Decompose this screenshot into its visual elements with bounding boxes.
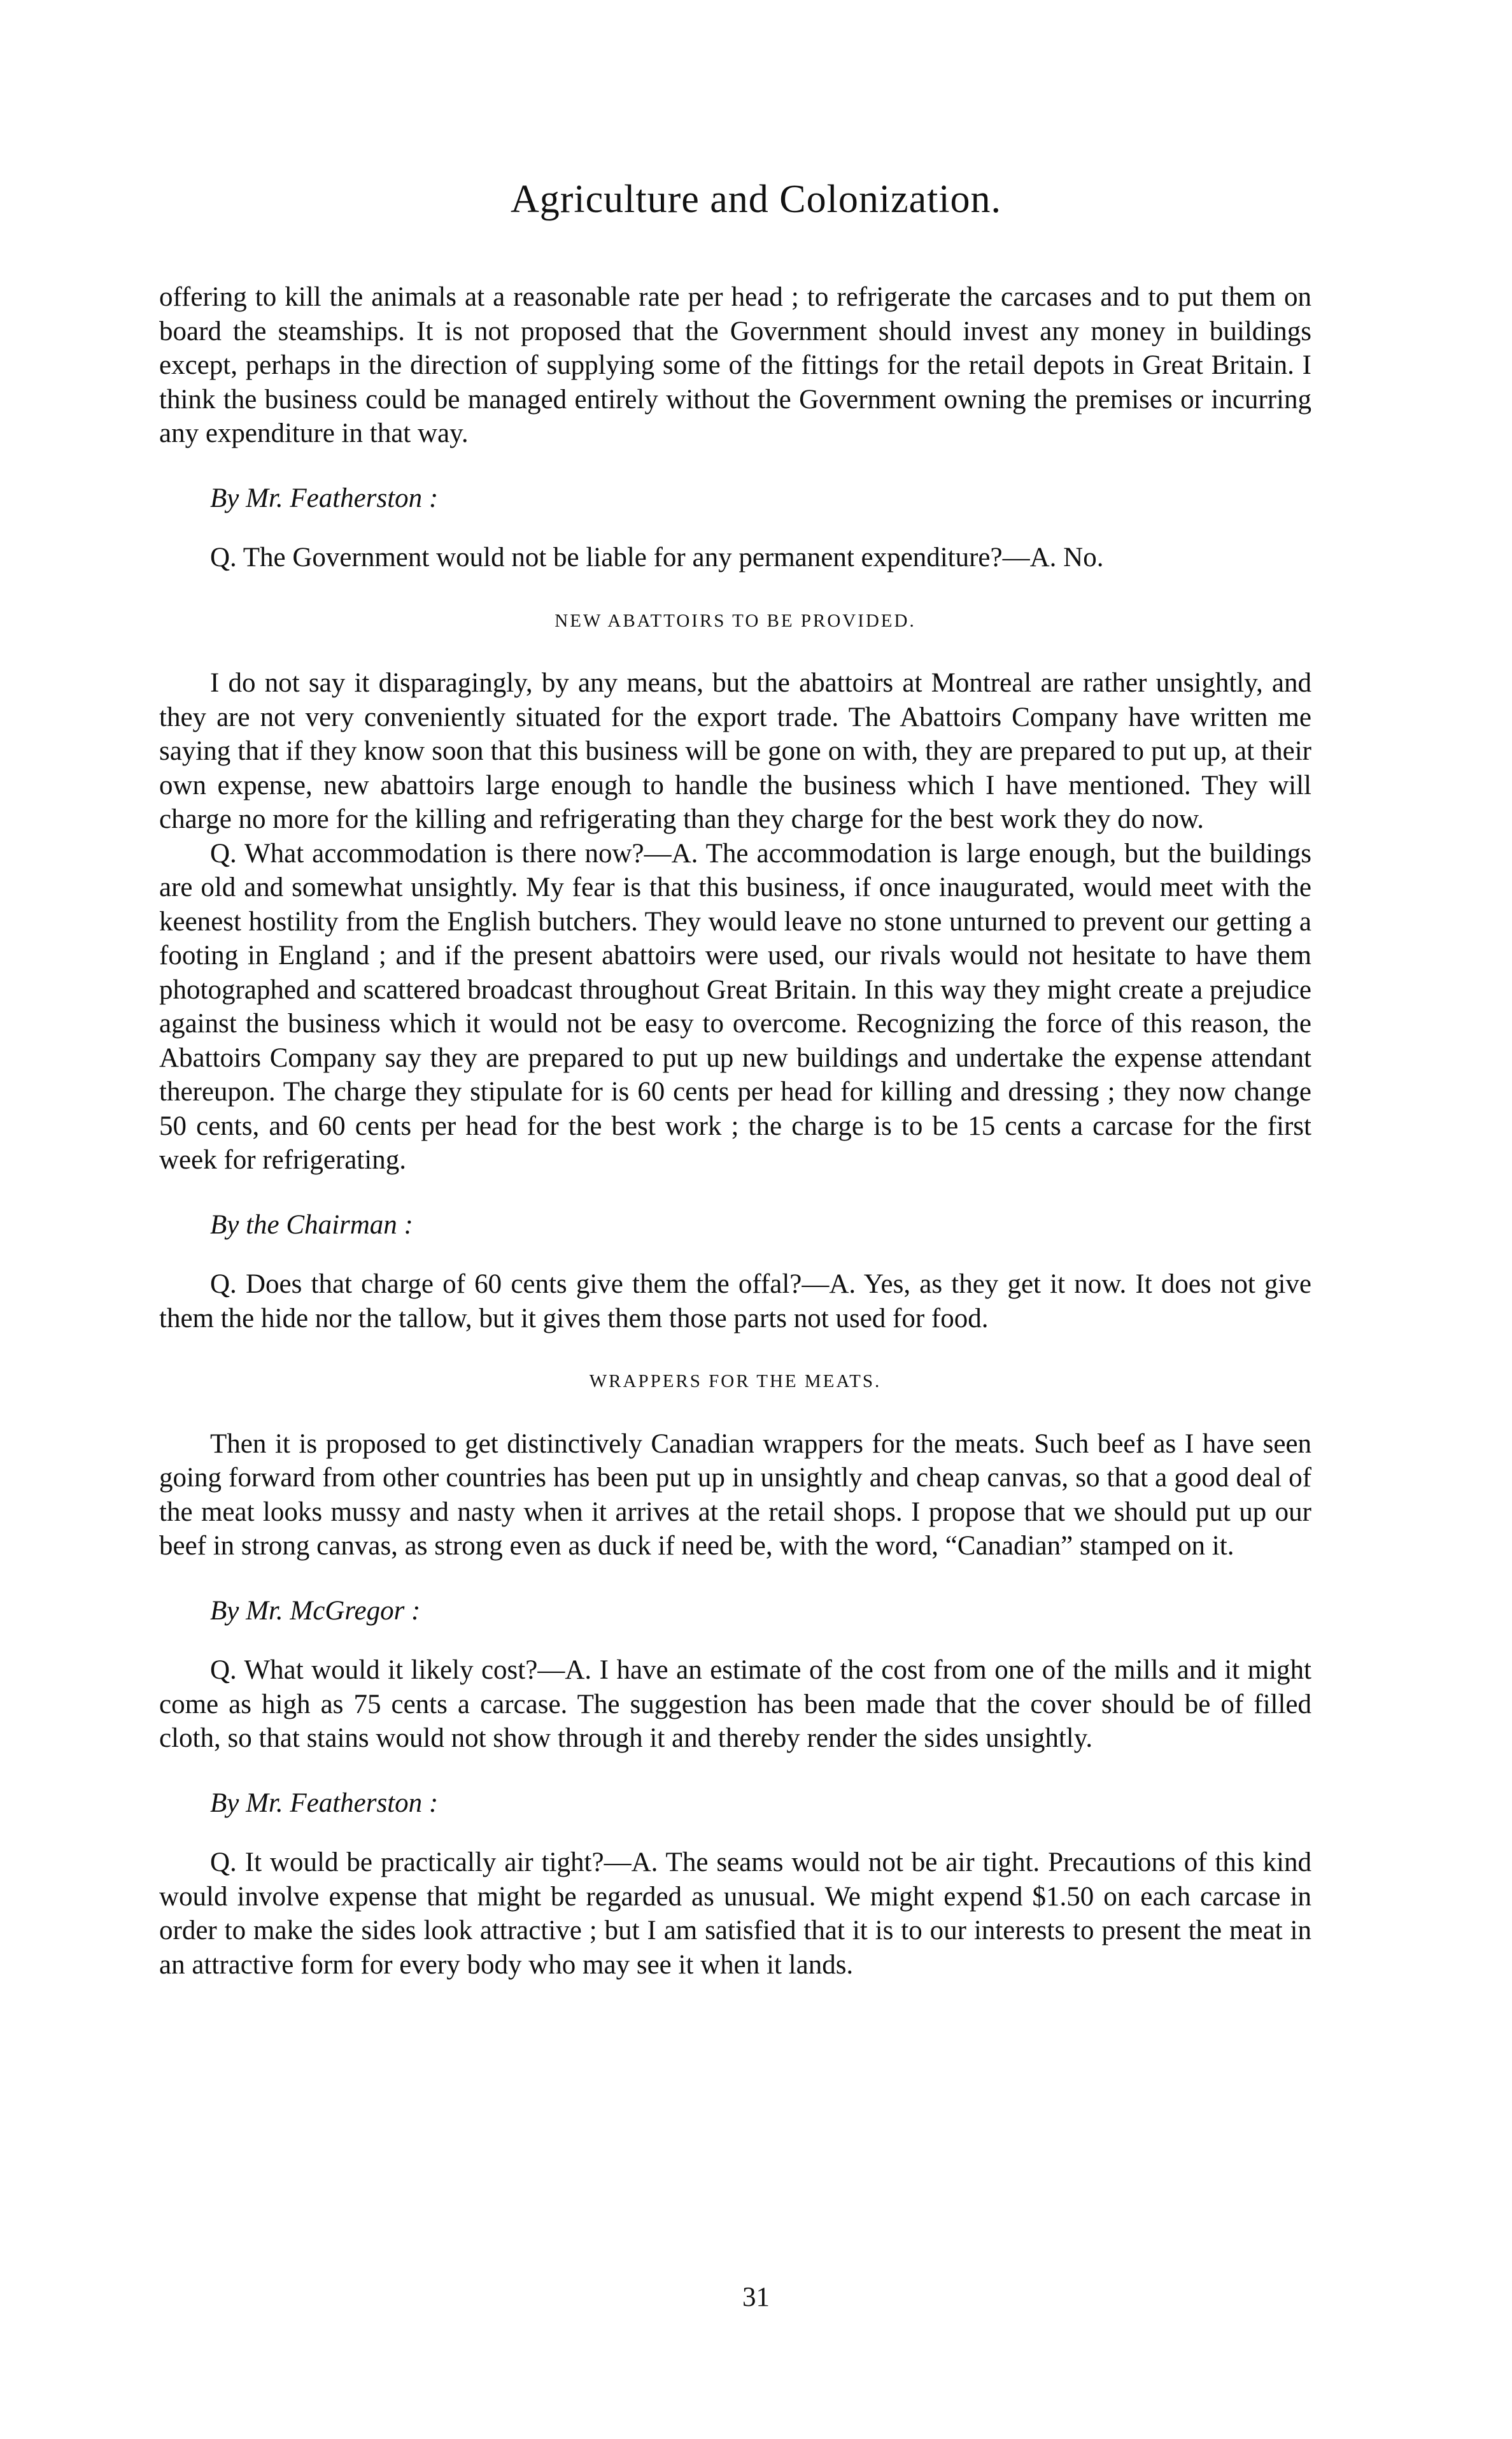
question-answer: Q. What accommodation is there now?—A. The accommodation is large enough, but the buildings are old and somewhat unsightly. My fear is that this business, if once inaugurated, would meet with the keenest hostility from the English butchers. They would leave no stone unturned to prevent our getting a footing in England ; and if the present abattoirs were used, our rivals would not hesitate to have them photographed and scattered broadcast throughout Great Britain. In this way they might create a prejudice against the business which it would not be easy to overcome. Recognizing the force of this reason, the Abattoirs Company say they are prepared to put up new buildings and undertake the expense attendant thereupon. The charge they stipulate for is 60 cents per head for killing and dressing ; they now change 50 cents, and 60 cents per head for the best work ; the charge is to be 15 cents a carcase for the first week for refrigerating. bbox=[159, 838, 1311, 1175]
speaker-label: By Mr. Featherston : bbox=[210, 483, 439, 513]
running-title: Agriculture and Colonization. bbox=[510, 178, 1002, 221]
question-answer: Q. It would be practically air tight?—A. The seams would not be air tight. Precautions of this kind would involve expense that might be regarded as unusual. We might expend $1.50 on each carcase in order to make the sides look attractive ; but I am satisfied that it is to our interests to present the meat in an attractive form for every body who may see it when it lands. bbox=[159, 1847, 1311, 1980]
paragraph: offering to kill the animals at a reasonable rate per head ; to refrigerate the carcases and to put them on board the steamships. It is not proposed that the Government should invest any money in buildings except, perhaps in the direction of supplying some of the fittings for the retail depots in Great Britain. I think the business could be managed entirely without the Government owning the premises or incurring any expenditure in that way. bbox=[159, 282, 1311, 448]
question-answer: Q. The Government would not be liable for any permanent expenditure?—A. No. bbox=[210, 543, 1104, 572]
question-answer: Q. Does that charge of 60 cents give them the offal?—A. Yes, as they get it now. It does not give them the hide nor the tallow, but it gives them those parts not used for food. bbox=[159, 1269, 1311, 1333]
section-heading: WRAPPERS FOR THE MEATS. bbox=[589, 1371, 882, 1391]
paragraph: Then it is proposed to get distinctively Canadian wrappers for the meats. Such beef as I have seen going forward from other countries has been put up in unsightly and cheap canvas, so that a good deal of the meat looks mussy and nasty when it arrives at the retail shops. I propose that we should put up our beef in strong canvas, as strong even as duck if need be, with the word, “Canadian” stamped on it. bbox=[159, 1428, 1311, 1561]
speaker-label: By Mr. McGregor : bbox=[210, 1595, 421, 1626]
paragraph: I do not say it disparagingly, by any means, but the abattoirs at Montreal are rather unsightly, and they are not very conveniently situated for the export trade. The Abattoirs Company have written me saying that if they know soon that this business will be gone on with, they are prepared to put up, at their own expense, new abattoirs large enough to handle the business which I have mentioned. They will charge no more for the killing and refrigerating than they charge for the best work they do now. bbox=[159, 668, 1311, 834]
page-number: 31 bbox=[742, 2282, 770, 2312]
speaker-label: By the Chairman : bbox=[210, 1209, 413, 1240]
speaker-label: By Mr. Featherston : bbox=[210, 1788, 439, 1818]
body-text bbox=[159, 280, 1311, 1982]
section-heading: NEW ABATTOIRS TO BE PROVIDED. bbox=[555, 610, 916, 631]
question-answer: Q. What would it likely cost?—A. I have an estimate of the cost from one of the mills and it might come as high as 75 cents a carcase. The suggestion has been made that the cover should be of filled cloth, so that stains would not show through it and thereby render the sides unsightly. bbox=[159, 1655, 1311, 1753]
